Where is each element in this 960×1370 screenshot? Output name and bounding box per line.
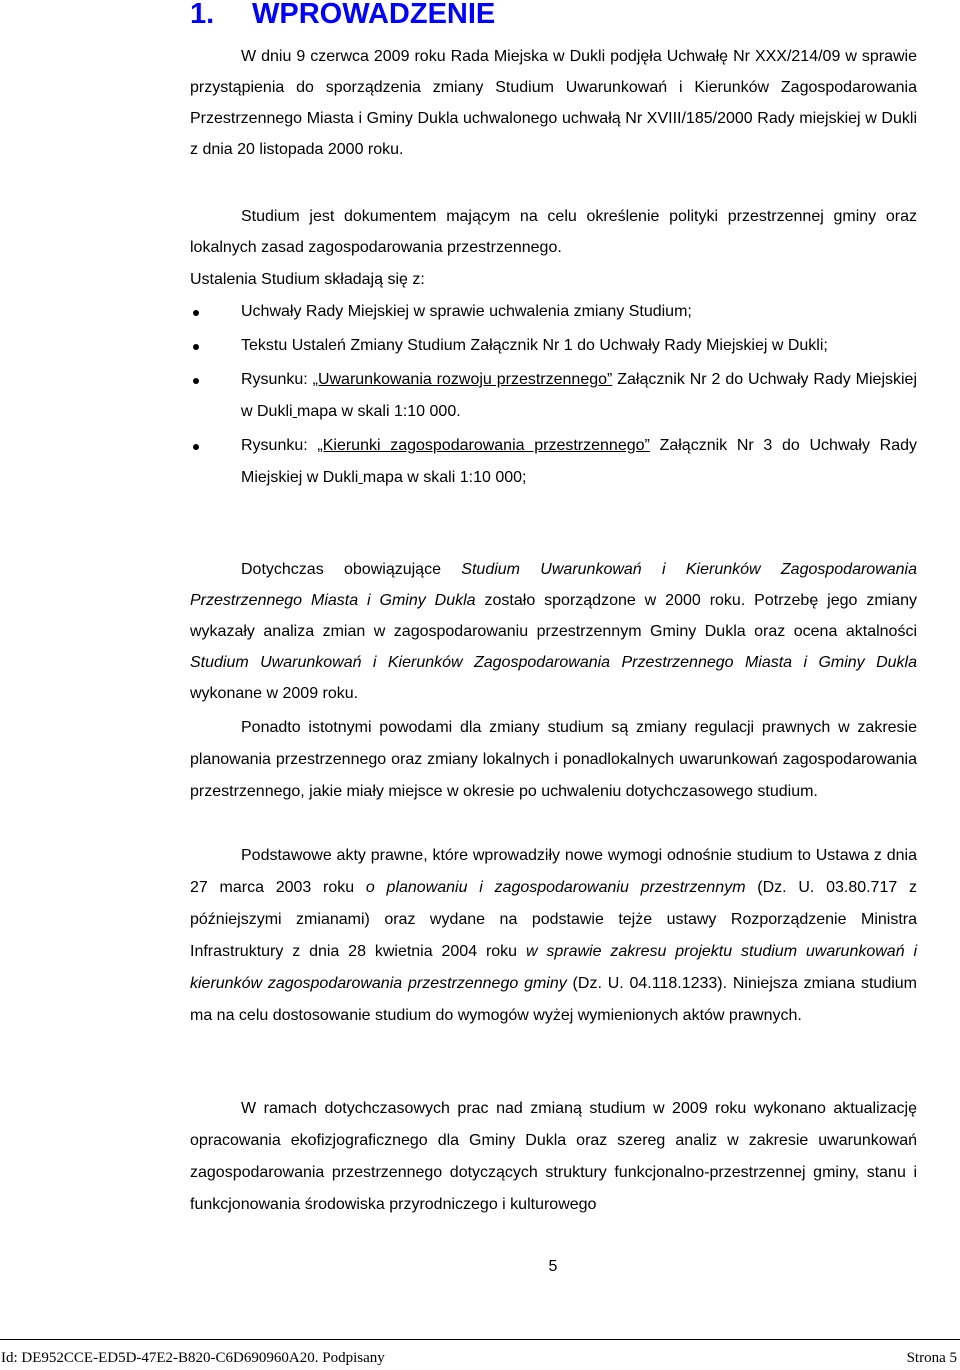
- list-item-text: Rysunku:: [241, 371, 313, 388]
- paragraph-text: (Dz. U. 04.118.1233). Niniejsza zmiana studium ma na celu dostosowanie studium do wymogów wyżej wymienionych aktów prawnych.: [190, 975, 918, 1024]
- paragraph-text: zostało sporządzone w 2000 roku. Potrzebę jego zmiany wykazały analiza zmian w zagospodarowaniu przestrzennym Gminy Dukla oraz ocena aktalności: [190, 592, 918, 640]
- bullet-icon: [193, 310, 199, 316]
- bullet-icon: [193, 444, 199, 450]
- study-components-list: [190, 296, 917, 496]
- list-item: [190, 296, 917, 328]
- paragraph-legal-acts: [190, 840, 917, 1032]
- section-number: 1.: [190, 0, 215, 30]
- bullet-icon: [193, 378, 199, 384]
- list-item-text: Uchwały Rady Miejskiej w sprawie uchwalenia zmiany Studium;: [241, 303, 692, 320]
- list-item: [190, 430, 917, 494]
- paragraph-text: Dotychczas obowiązujące: [241, 561, 462, 578]
- section-heading: [190, 0, 495, 34]
- act-title: o planowaniu i zagospodarowaniu przestrzennym: [365, 879, 746, 896]
- list-item-text: Załącznik Nr 3 do Uchwały Rady Miejskiej w Dukli: [241, 437, 917, 486]
- list-item-text: mapa w skali 1:10 000;: [362, 469, 527, 486]
- bullet-icon: [193, 344, 199, 350]
- list-item-text: [650, 437, 660, 454]
- list-item-text: Rysunku:: [241, 437, 318, 454]
- drawing-title: „Uwarunkowania rozwoju przestrzennego”: [312, 371, 613, 388]
- list-item-text: Załącznik Nr 1 do Uchwały Rady Miejskiej w Dukli;: [470, 337, 828, 354]
- paragraph-study-components-intro: Ustalenia Studium składają się z:: [190, 271, 425, 288]
- page-number: 5: [548, 1258, 558, 1275]
- paragraph-legal-changes: Ponadto istotnymi powodami dla zmiany studium są zmiany regulacji prawnych w zakresie planowania przestrzennego oraz zmiany lokalnych i ponadlokalnych uwarunkowań zagospodarowania przestrzennego, jakie miały miejsce w okresie po uchwaleniu dotychczasowego studium.: [190, 719, 917, 800]
- paragraph-resolution: W dniu 9 czerwca 2009 roku Rada Miejska w Dukli podjęła Uchwałę Nr XXX/214/09 w sprawie przystąpienia do sporządzenia zmiany Studium Uwarunkowań i Kierunków Zagospodarowania Przestrzennego Miasta i Gminy Dukla uchwalonego uchwałą Nr XVIII/185/2000 Rady miejskiej w Dukli z dnia 20 listopada 2000 roku.: [190, 48, 917, 158]
- list-item: [190, 364, 917, 428]
- act-title: w sprawie zakresu projektu studium uwarunkowań i kierunków zagospodarowania przestrzennego gminy: [190, 943, 918, 992]
- list-item: [190, 330, 917, 362]
- document-footer: [0, 1339, 960, 1370]
- list-item-text: mapa w skali 1:10 000.: [297, 403, 461, 420]
- document-signature-id: Id: DE952CCE-ED5D-47E2-B820-C6D690960A20. Podpisany: [1, 1350, 385, 1366]
- footer-page-label: Strona 5: [906, 1350, 957, 1366]
- list-item-text: Załącznik Nr 2 do Uchwały Rady Miejskiej w Dukli: [241, 371, 917, 420]
- paragraph-text: Podstawowe akty prawne, które wprowadziły nowe wymogi odnośnie studium to Ustawa z dnia 27 marca 2003 roku: [190, 847, 917, 896]
- document-title: Studium Uwarunkowań i Kierunków Zagospodarowania Przestrzennego Miasta i Gminy Dukla: [190, 561, 917, 609]
- section-title: WPROWADZENIE: [252, 0, 496, 30]
- paragraph-text: wykonane w 2009 roku.: [190, 685, 359, 702]
- paragraph-previous-work: W ramach dotychczasowych prac nad zmianą studium w 2009 roku wykonano aktualizację opracowania ekofizjograficznego dla Gminy Dukla oraz szereg analiz w zakresie uwarunkowań zagospodarowania przestrzennego dotyczących struktury funkcjonalno-przestrzennej gminy, stanu i funkcjonowania środowiska przyrodniczego i kulturowego: [190, 1100, 917, 1213]
- paragraph-previous-study: [190, 554, 917, 709]
- document-title: Studium Uwarunkowań i Kierunków Zagospodarowania Przestrzennego Miasta i Gminy Dukla: [190, 654, 917, 671]
- paragraph-text: (Dz. U. 03.80.717 z późniejszymi zmianami) oraz wydane na podstawie tejże ustawy Rozporządzenie Ministra Infrastruktury z dnia 28 kwietnia 2004 roku: [190, 879, 917, 960]
- drawing-title: „Kierunki zagospodarowania przestrzennego”: [317, 437, 650, 454]
- paragraph-study-purpose: Studium jest dokumentem mającym na celu określenie polityki przestrzennej gminy oraz lokalnych zasad zagospodarowania przestrzennego.: [190, 208, 917, 256]
- list-item-text: Tekstu Ustaleń Zmiany Studium: [241, 337, 471, 354]
